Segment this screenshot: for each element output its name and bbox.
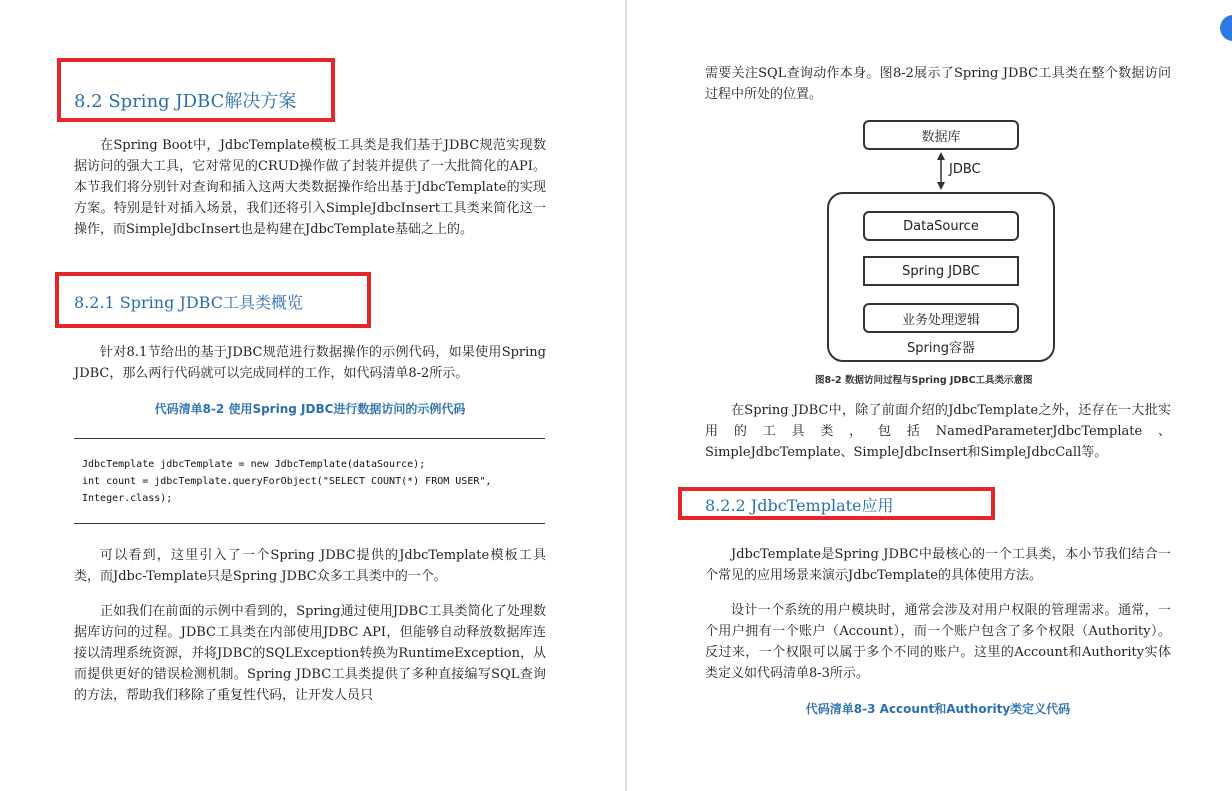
code-line: JdbcTemplate jdbcTemplate = new JdbcTemplate(dataSource); xyxy=(82,459,426,470)
paragraph-jdbctemplate-app: JdbcTemplate是Spring JDBC中最核心的一个工具类，本小节我们结合一个常见的应用场景来演示JdbcTemplate的具体使用方法。 xyxy=(705,547,1171,583)
diagram-database-box: 数据库 xyxy=(863,120,1019,150)
paragraph-intro: 在Spring Boot中，JdbcTemplate模板工具类是我们基于JDBC规范实现数据访问的强大工具，它对常见的CRUD操作做了封装并提供了一大批简化的API。本节我们将分别针对查询和插入这两大类数据操作给出基于JdbcTemplate的实现方案。特别是针对插入场景，我们还将引入SimpleJdbcInsert工具类来简化这一操作，而SimpleJdbcInsert也是构建在JdbcTemplate基础之上的。 xyxy=(74,138,546,237)
code-listing-caption-8-3: 代码清单8-3 Account和Authority类定义代码 xyxy=(805,702,1071,716)
code-top-rule xyxy=(74,438,545,439)
paragraph-spring-jdbc-tools: 在Spring JDBC中，除了前面介绍的JdbcTemplate之外，还存在一大批实用的工具类，包括NamedParameterJdbcTemplate、SimpleJdbcTemplate、SimpleJdbcInsert和SimpleJdbcCall等。 xyxy=(705,403,1171,460)
code-bottom-rule xyxy=(74,523,545,524)
right-page xyxy=(627,0,1232,791)
paragraph-user-module: 设计一个系统的用户模块时，通常会涉及对用户权限的管理需求。通常，一个用户拥有一个账户（Account），而一个账户包含了多个权限（Authority）。反过来，一个权限可以属于多个不同的账户。这里的Account和Authority实体类定义如代码清单8-3所示。 xyxy=(705,603,1171,681)
figure-caption-8-2: 图8-2 数据访问过程与Spring JDBC工具类示意图 xyxy=(815,375,1033,386)
spring-jdbc-diagram xyxy=(827,118,1057,368)
diagram-spring-jdbc-box: Spring JDBC xyxy=(863,256,1019,286)
code-line: Integer.class); xyxy=(82,493,173,504)
diagram-jdbc-label: JDBC xyxy=(949,162,981,177)
diagram-container-label: Spring容器 xyxy=(907,341,975,356)
paragraph-jdbctemplate-note: 可以看到，这里引入了一个Spring JDBC提供的JdbcTemplate模板工具类，而Jdbc-Template只是Spring JDBC众多工具类中的一个。 xyxy=(74,548,546,584)
paragraph-continued: 需要关注SQL查询动作本身。图8-2展示了Spring JDBC工具类在整个数据访问过程中所处的位置。 xyxy=(705,66,1171,102)
section-heading-8-2: 8.2 Spring JDBC解决方案 xyxy=(74,91,297,112)
section-heading-8-2-1: 8.2.1 Spring JDBC工具类概览 xyxy=(74,293,303,312)
paragraph-overview: 针对8.1节给出的基于JDBC规范进行数据操作的示例代码，如果使用Spring JDBC，那么两行代码就可以完成同样的工作，如代码清单8-2所示。 xyxy=(74,345,546,381)
section-heading-8-2-2: 8.2.2 JdbcTemplate应用 xyxy=(705,496,894,515)
paragraph-jdbc-tools: 正如我们在前面的示例中看到的，Spring通过使用JDBC工具类简化了处理数据库访问的过程。JDBC工具类在内部使用JDBC API，但能够自动释放数据库连接以清理系统资源，并将JDBC的SQLException转换为RuntimeException，从而提供更好的错误检测机制。Spring JDBC工具类提供了多种直接编写SQL查询的方法，帮助我们移除了重复性代码，让开发人员只 xyxy=(74,604,546,703)
diagram-business-logic-box: 业务处理逻辑 xyxy=(863,303,1019,333)
code-listing-caption-8-2: 代码清单8-2 使用Spring JDBC进行数据访问的示例代码 xyxy=(154,402,466,416)
code-line: int count = jdbcTemplate.queryForObject("SELECT COUNT(*) FROM USER", xyxy=(82,476,492,487)
diagram-datasource-box: DataSource xyxy=(863,211,1019,241)
